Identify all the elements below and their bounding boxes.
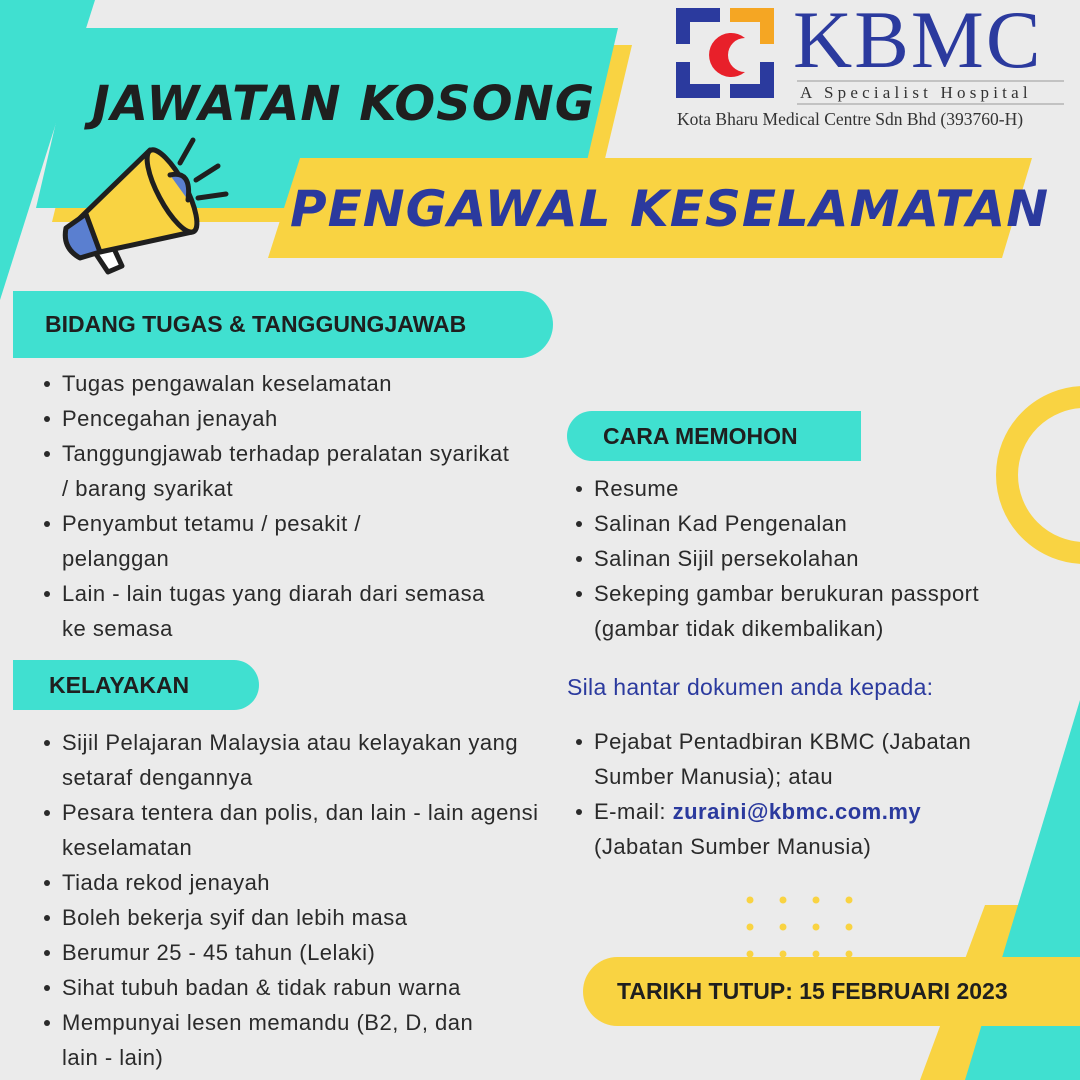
list-item: Pejabat Pentadbiran KBMC (Jabatan Sumber Manusia); atau [545, 724, 1045, 794]
email-link[interactable]: zuraini@kbmc.com.my [672, 799, 922, 824]
list-item: Tiada rekod jenayah [13, 865, 543, 900]
right-column [545, 411, 1065, 864]
position-title: PENGAWAL KESELAMATAN [290, 180, 1050, 238]
list-item: Berumur 25 - 45 tahun (Lelaki) [13, 935, 543, 970]
list-item [545, 794, 1045, 864]
list-item: Tanggungjawab terhadap peralatan syarikat / barang syarikat [13, 436, 513, 506]
left-column [13, 291, 553, 1075]
email-label: E-mail: [594, 799, 666, 824]
logo-name: KBMC [793, 0, 1043, 85]
qualifications-list [13, 725, 543, 1075]
list-item: Tugas pengawalan keselamatan [13, 366, 513, 401]
list-item: Pesara tentera dan polis, dan lain - lain agensi keselamatan [13, 795, 543, 865]
list-item: Salinan Sijil persekolahan [545, 541, 1065, 576]
list-item: Penyambut tetamu / pesakit / pelanggan [13, 506, 513, 576]
send-to-heading: Sila hantar dokumen anda kepada: [567, 674, 934, 700]
list-item: Salinan Kad Pengenalan [545, 506, 1065, 541]
duties-heading-text: BIDANG TUGAS & TANGGUNGJAWAB [45, 311, 467, 337]
apply-heading-text: CARA MEMOHON [603, 422, 798, 449]
closing-date-banner [583, 957, 1080, 1026]
apply-heading [567, 411, 861, 461]
list-item: Sijil Pelajaran Malaysia atau kelayakan yang setaraf dengannya [13, 725, 543, 795]
list-item: Boleh bekerja syif dan lebih masa [13, 900, 543, 935]
dot-grid [747, 897, 853, 958]
logo-company: Kota Bharu Medical Centre Sdn Bhd (393760-H) [677, 109, 1024, 129]
page-title: JAWATAN KOSONG [92, 76, 596, 132]
list-item: Pencegahan jenayah [13, 401, 513, 436]
list-item: Sihat tubuh badan & tidak rabun warna [13, 970, 543, 1005]
email-dept: (Jabatan Sumber Manusia) [594, 834, 872, 859]
list-item: Mempunyai lesen memandu (B2, D, dan lain - lain) [13, 1005, 543, 1075]
apply-list [545, 471, 1065, 646]
qualifications-heading-text: KELAYAKAN [49, 671, 190, 698]
list-item: Resume [545, 471, 1065, 506]
closing-date: TARIKH TUTUP: 15 FEBRUARI 2023 [617, 978, 1008, 1004]
duties-heading [13, 291, 553, 358]
qualifications-heading [13, 660, 259, 710]
send-to-list [545, 724, 1045, 864]
list-item: Sekeping gambar berukuran passport (gambar tidak dikembalikan) [545, 576, 1065, 646]
kbmc-logo-mark [676, 8, 774, 98]
logo-tagline: A Specialist Hospital [800, 83, 1032, 102]
list-item: Lain - lain tugas yang diarah dari semasa ke semasa [13, 576, 513, 646]
duties-list [13, 366, 513, 646]
